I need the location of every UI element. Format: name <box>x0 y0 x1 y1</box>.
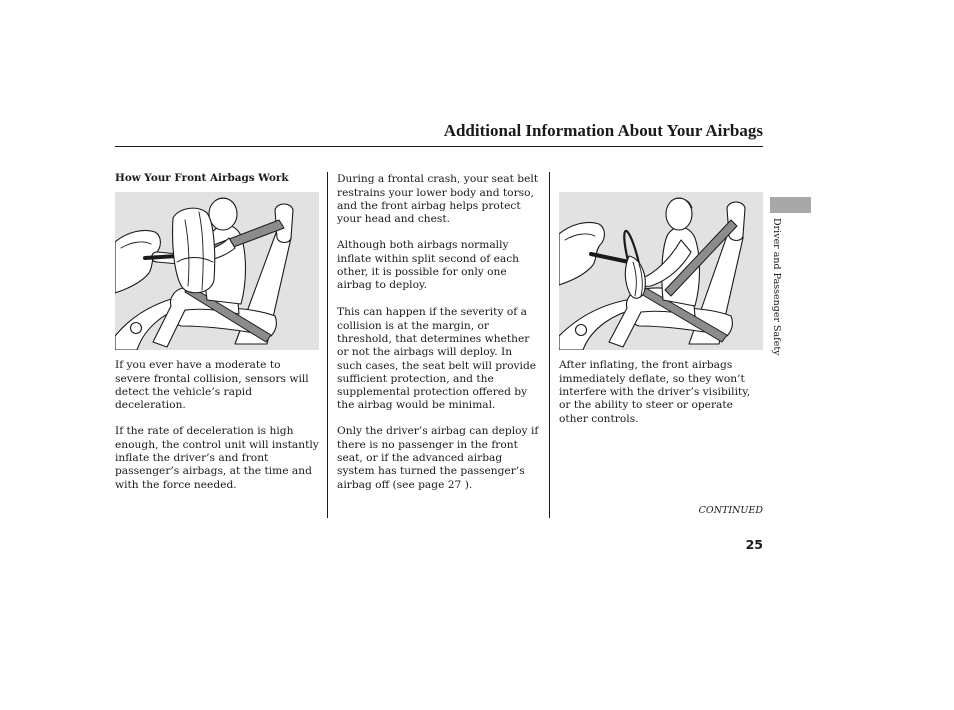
page-number: 25 <box>745 537 763 552</box>
paragraph: Only the driver’s airbag can deploy if there is no passenger in the front seat, or if the advanced airbag system has turned the passenger’s airbag off (see page 27 ). <box>337 424 539 491</box>
paragraph: During a frontal crash, your seat belt restrains your lower body and torso, and the front airbag helps protect your head and chest. <box>337 172 539 226</box>
front-airbag-inflated <box>173 208 215 293</box>
steering-column <box>145 256 177 258</box>
section-tab-label: Driver and Passenger Safety <box>771 218 782 356</box>
section-heading: How Your Front Airbags Work <box>115 172 289 185</box>
paragraph: After inflating, the front airbags immediately deflate, so they won’t interfere with the driver’s visibility, or the ability to steer or operate other controls. <box>559 358 751 425</box>
occupant-head <box>666 198 692 230</box>
column-divider-2 <box>549 172 550 518</box>
column-divider-1 <box>327 172 328 518</box>
paragraph: If you ever have a moderate to severe frontal collision, sensors will detect the vehicle’s rapid deceleration. <box>115 358 309 412</box>
section-tab-marker <box>770 197 811 213</box>
paragraph: Although both airbags normally inflate within split second of each other, it is possible for only one airbag to deploy. <box>337 238 520 292</box>
airbag-deflated-illustration <box>559 192 763 350</box>
airbag-inflated-illustration <box>115 192 319 350</box>
paragraph: This can happen if the severity of a collision is at the margin, or threshold, that determines whether or not the airbags will deploy. In such cases, the seat belt will provide sufficient protection, and the supplemental protection offered by the airbag would be minimal. <box>337 305 537 412</box>
continued-label: CONTINUED <box>698 505 763 516</box>
title-rule <box>115 146 763 147</box>
page-title: Additional Information About Your Airbags <box>443 121 763 140</box>
door-knob <box>131 323 142 334</box>
paragraph: If the rate of deceleration is high enough, the control unit will instantly inflate the driver’s and front passenger’s airbags, at the time and with the force needed. <box>115 424 319 491</box>
door-knob <box>576 325 587 336</box>
